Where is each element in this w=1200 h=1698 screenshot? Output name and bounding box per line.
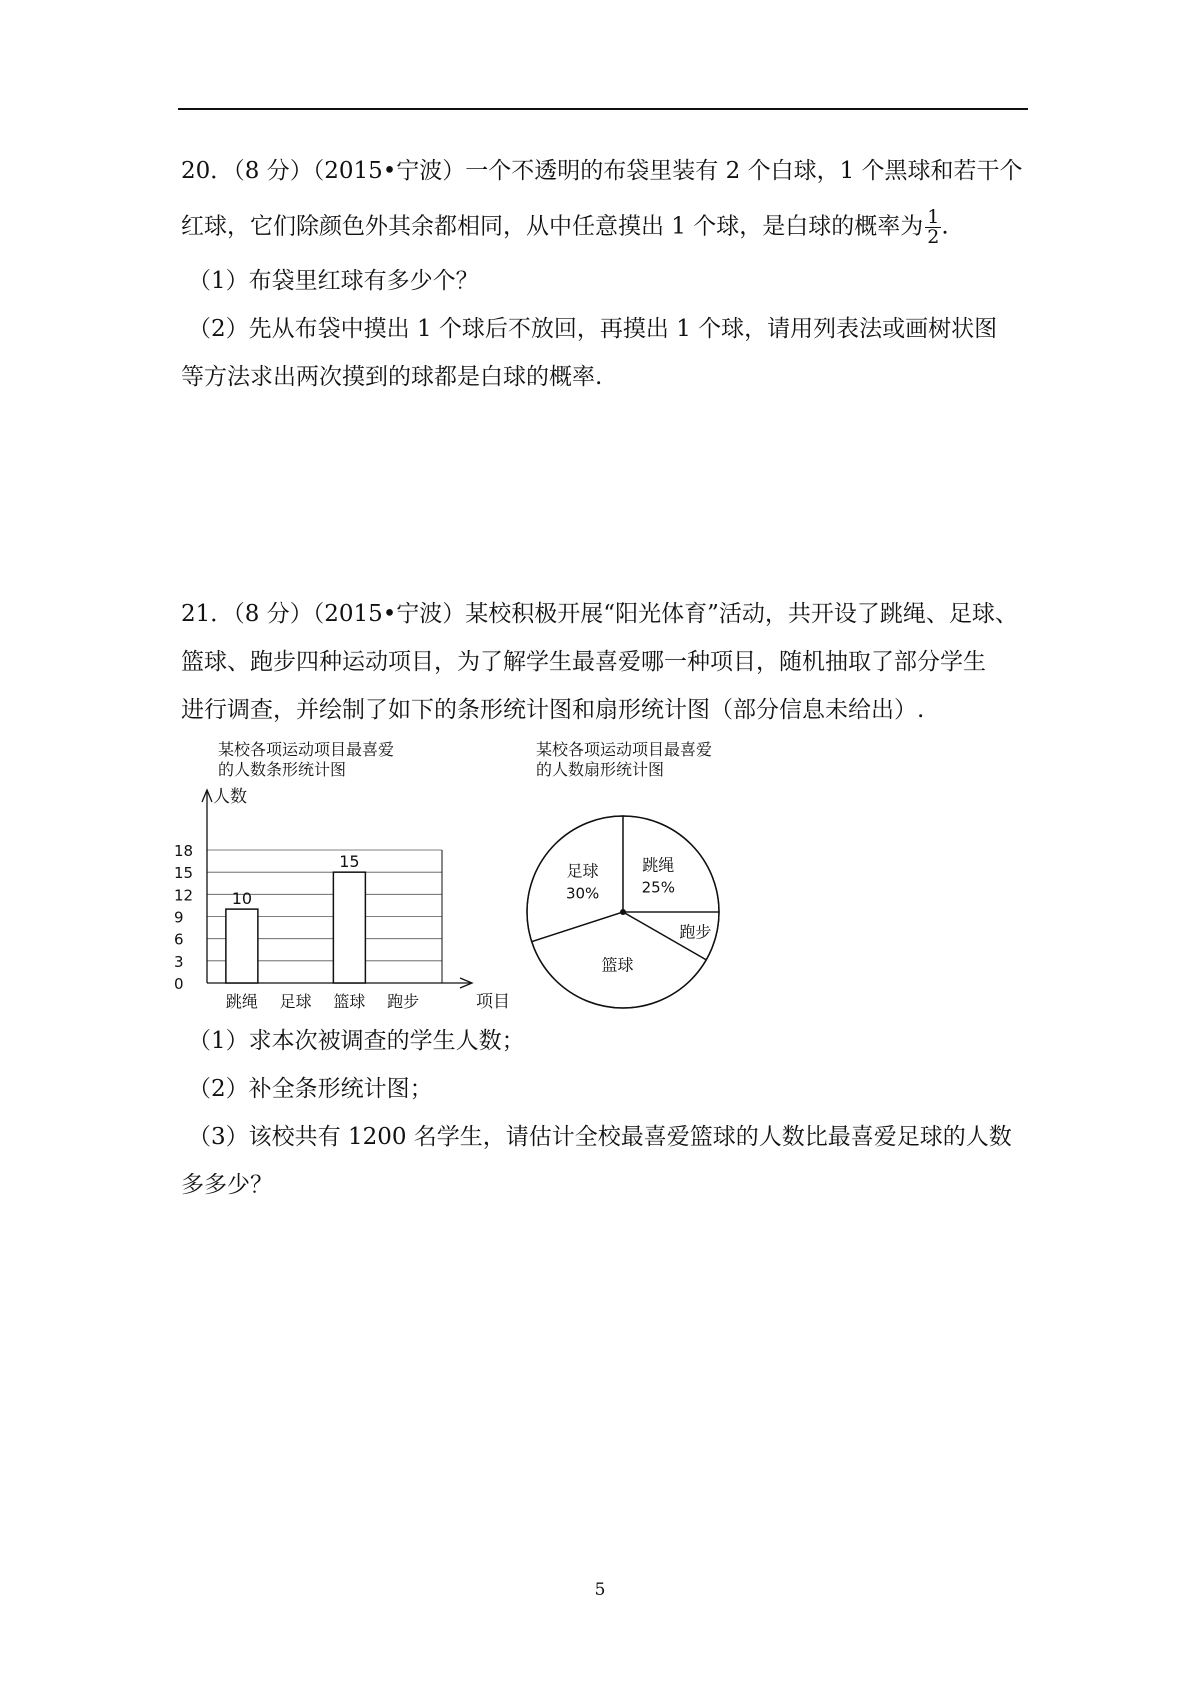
- pie-slice-label: 跳绳: [642, 855, 675, 875]
- q21-sub-1: （1）求本次被调查的学生人数；: [188, 1028, 525, 1054]
- q20-sub-2-line-1: （2）先从布袋中摸出 1 个球后不放回，再摸出 1 个球，请用列表法或画树状图: [188, 316, 998, 342]
- x-category-label: 篮球: [333, 992, 366, 1010]
- x-category-label: 跳绳: [225, 992, 258, 1010]
- page-number: 5: [594, 1580, 606, 1600]
- y-tick-label: 6: [174, 930, 184, 949]
- q20-line-2: [181, 208, 949, 247]
- bar-chart-title-line-2: 的人数条形统计图: [218, 760, 347, 779]
- q20-sub-2-line-2: 等方法求出两次摸到的球都是白球的概率.: [181, 364, 603, 390]
- pie-slice-label: 足球: [566, 861, 599, 881]
- q21-line-2: 篮球、跑步四种运动项目，为了解学生最喜爱哪一种项目，随机抽取了部分学生: [181, 649, 986, 675]
- probability-fraction: [925, 208, 941, 247]
- bar: [226, 909, 258, 983]
- y-tick-label: 12: [174, 886, 194, 905]
- x-category-label: 足球: [279, 992, 312, 1010]
- pie-chart-title: [536, 740, 712, 780]
- q20-line-2-text: 红球，它们除颜色外其余都相同，从中任意摸出 1 个球，是白球的概率为: [181, 213, 924, 240]
- pie-center-dot: [620, 909, 626, 915]
- bar: [333, 872, 365, 983]
- fraction-numerator: 1: [927, 206, 940, 228]
- y-tick-label: 15: [174, 864, 194, 883]
- bar-chart: [170, 780, 520, 1010]
- fraction-denominator: 2: [927, 226, 940, 248]
- y-tick-label: 18: [174, 842, 194, 860]
- q20-line-2-end: .: [941, 213, 949, 240]
- bar-chart-title-line-1: 某校各项运动项目最喜爱: [218, 740, 395, 759]
- q21-line-3: 进行调查，并绘制了如下的条形统计图和扇形统计图（部分信息未给出）.: [181, 697, 925, 723]
- pie-slice-label: 篮球: [601, 955, 634, 975]
- q21-sub-2: （2）补全条形统计图；: [188, 1076, 433, 1102]
- q21-sub-3-line-1: （3）该校共有 1200 名学生，请估计全校最喜爱篮球的人数比最喜爱足球的人数: [188, 1124, 1012, 1150]
- pie-chart-title-line-2: 的人数扇形统计图: [536, 760, 665, 779]
- pie-slice-percent: 30%: [565, 884, 600, 903]
- q20-line-1: 20．（8 分）（2015•宁波）一个不透明的布袋里装有 2 个白球，1 个黑球和若干个: [181, 158, 1023, 184]
- y-tick-label: 9: [174, 908, 184, 927]
- x-axis-label: 项目: [476, 992, 510, 1010]
- pie-slice-percent: 25%: [641, 878, 675, 897]
- header-rule: [178, 108, 1028, 110]
- x-category-label: 跑步: [387, 992, 420, 1010]
- y-tick-label: 0: [174, 975, 184, 993]
- pie-slice-label: 跑步: [679, 922, 712, 942]
- bar-chart-title: [218, 740, 394, 780]
- y-tick-label: 3: [174, 952, 184, 971]
- y-axis-label: 人数: [213, 787, 247, 807]
- pie-chart-title-line-1: 某校各项运动项目最喜爱: [536, 740, 713, 759]
- pie-chart: [520, 785, 730, 1015]
- q21-line-1: 21．（8 分）（2015•宁波）某校积极开展“阳光体育”活动，共开设了跳绳、足球、: [181, 601, 1018, 627]
- q20-sub-1: （1）布袋里红球有多少个？: [188, 268, 479, 294]
- q21-sub-3-line-2: 多多少？: [181, 1172, 273, 1198]
- bar-value-label: 15: [339, 852, 360, 872]
- bar-value-label: 10: [231, 889, 253, 909]
